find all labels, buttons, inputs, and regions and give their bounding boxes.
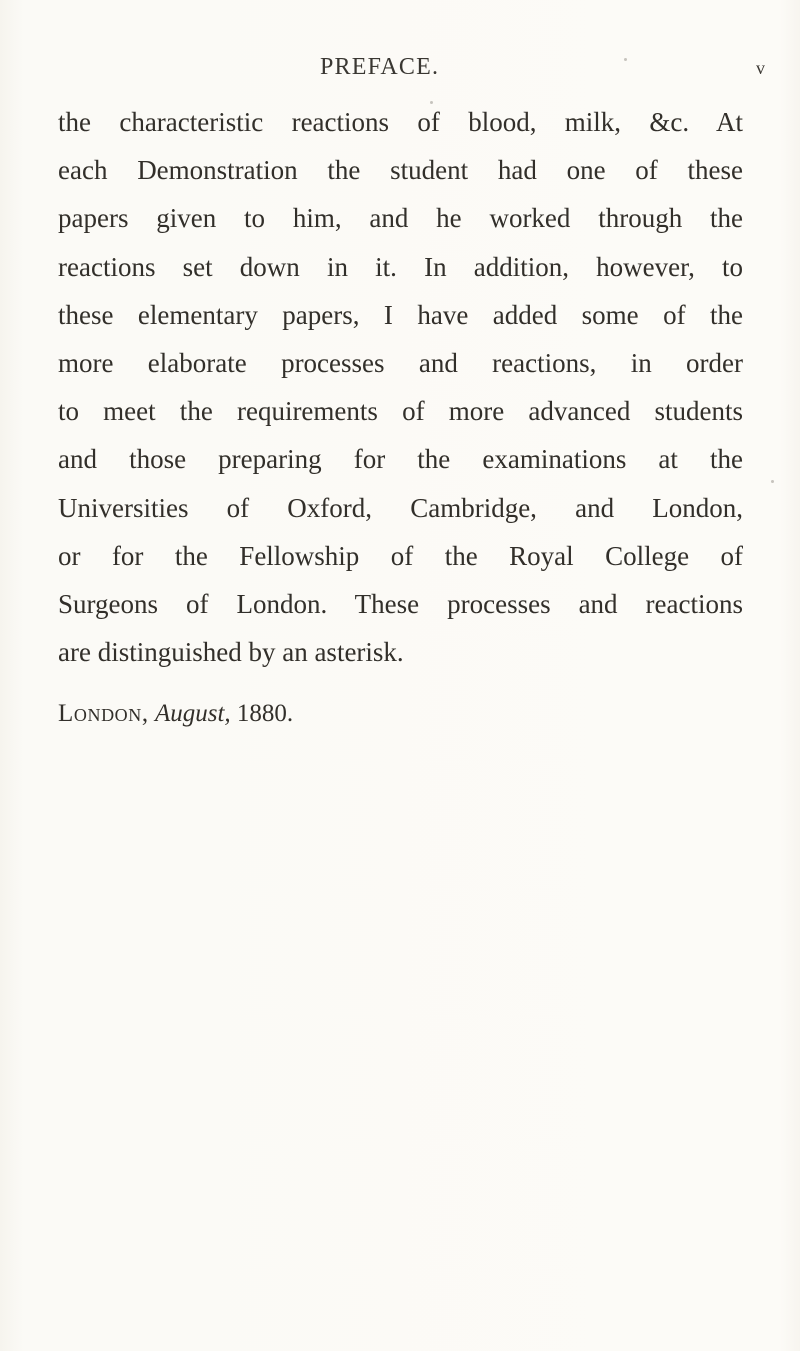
text-line: each Demonstration the student had one of these	[58, 155, 743, 186]
text-line: these elementary papers, I have added some of the	[58, 299, 743, 330]
text-line: Surgeons of London. These processes and reactions	[58, 588, 743, 619]
text-line: are distinguished by an asterisk.	[58, 637, 404, 668]
page-number: v	[756, 58, 765, 78]
text-line: more elaborate processes and reactions, in order	[58, 347, 743, 378]
paper-speck	[771, 480, 774, 483]
text-line: and those preparing for the examinations at the	[58, 444, 743, 475]
text-line: to meet the requirements of more advanced students	[58, 396, 743, 427]
text-line: reactions set down in it. In addition, however, to	[58, 251, 743, 282]
running-head	[0, 54, 800, 84]
place-date-signature	[58, 697, 293, 731]
text-line: Universities of Oxford, Cambridge, and London,	[58, 492, 743, 523]
text-line: papers given to him, and he worked through the	[58, 203, 743, 234]
text-line: or for the Fellowship of the Royal College of	[58, 540, 743, 571]
paper-speck	[624, 58, 627, 61]
text-line: the characteristic reactions of blood, milk, &c. At	[58, 107, 743, 137]
paper-speck	[430, 101, 433, 104]
preface-body	[58, 98, 743, 676]
signature-month: August,	[154, 700, 231, 727]
signature-place: London,	[58, 700, 149, 727]
signature-year: 1880.	[236, 700, 294, 727]
running-title: PREFACE.	[320, 54, 440, 80]
